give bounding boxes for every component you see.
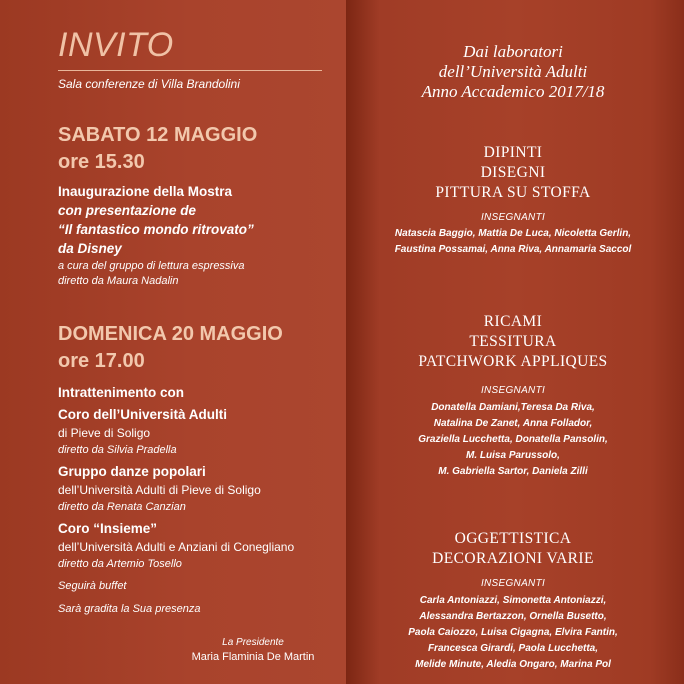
teacher-line: Alessandra Bertazzon, Ornella Busetto, (419, 611, 607, 622)
section1-titles (363, 143, 663, 203)
event1-line2: con presentazione de (58, 203, 197, 218)
teacher-line: Graziella Lucchetta, Donatella Pansolin, (418, 434, 608, 445)
title-divider (58, 70, 322, 71)
section-title-line: TESSITURA (469, 333, 557, 350)
teacher-line: Paola Caiozzo, Luisa Cigagna, Elvira Fantin, (408, 627, 618, 638)
section1-teachers-label: INSEGNANTI (480, 212, 546, 223)
event2-intro: Intrattenimento con (58, 385, 185, 400)
teacher-line: M. Luisa Parussolo, (466, 450, 560, 461)
section-title-line: OGGETTISTICA (454, 530, 572, 547)
event2-date: DOMENICA 20 MAGGIO (58, 323, 283, 345)
group3-name: Coro “Insieme” (58, 521, 158, 536)
section-title-line: DISEGNI (480, 164, 546, 181)
group3-director: diretto da Artemio Tosello (58, 558, 182, 570)
teacher-line: Natalina De Zanet, Anna Follador, (433, 418, 593, 429)
section-title-line: DIPINTI (483, 144, 543, 161)
event1-line3: “Il fantastico mondo ritrovato” (58, 222, 254, 237)
section2-teachers-label: INSEGNANTI (480, 385, 546, 396)
group2-desc: dell’Università Adulti di Pieve di Soligo (58, 483, 261, 497)
event1-note2: diretto da Maura Nadalin (58, 275, 179, 287)
section3-titles (363, 529, 663, 569)
group1-director: diretto da Silvia Pradella (58, 444, 177, 456)
section3-teachers (353, 593, 673, 673)
section2-teachers (353, 400, 673, 480)
event1-line1: Inaugurazione della Mostra (58, 184, 233, 199)
teacher-line: Melide Minute, Aledia Ongaro, Marina Pol (415, 659, 611, 670)
signature-role: La Presidente (222, 637, 284, 648)
event1-note1: a cura del gruppo di lettura espressiva (58, 260, 245, 272)
group2-director: diretto da Renata Canzian (58, 501, 186, 513)
venue-text: Sala conferenze di Villa Brandolini (58, 77, 240, 91)
presence-text: Sarà gradita la Sua presenza (58, 603, 201, 615)
right-title-line: dell’Università Adulti (438, 62, 588, 81)
teacher-line: M. Gabriella Sartor, Daniela Zilli (438, 466, 588, 477)
teacher-line: Carla Antoniazzi, Simonetta Antoniazzi, (419, 595, 607, 606)
section-title-line: PITTURA SU STOFFA (435, 184, 591, 201)
section3-teachers-label: INSEGNANTI (480, 578, 546, 589)
teacher-line: Natascia Baggio, Mattia De Luca, Nicoletta Gerlin, (394, 228, 632, 239)
section-title-line: RICAMI (483, 313, 543, 330)
teacher-line: Faustina Possamai, Anna Riva, Annamaria Saccol (394, 244, 632, 255)
group3-desc: dell’Università Adulti e Anziani di Conegliano (58, 540, 295, 554)
invito-title: INVITO (58, 26, 174, 64)
right-title (383, 42, 643, 102)
group1-name: Coro dell’Università Adulti (58, 407, 228, 422)
section1-teachers (353, 226, 673, 258)
event1-date: SABATO 12 MAGGIO (58, 124, 258, 146)
teacher-line: Francesca Girardi, Paola Lucchetta, (427, 643, 599, 654)
event1-time: ore 15.30 (58, 151, 145, 173)
section2-titles (363, 312, 663, 372)
group2-name: Gruppo danze popolari (58, 464, 206, 479)
right-title-line: Dai laboratori (463, 42, 563, 61)
buffet-text: Seguirà buffet (58, 580, 127, 592)
section-title-line: DECORAZIONI VARIE (432, 550, 594, 567)
group1-desc: di Pieve di Soligo (58, 426, 151, 440)
section-title-line: PATCHWORK APPLIQUES (418, 353, 608, 370)
event2-time: ore 17.00 (58, 350, 145, 372)
right-title-line: Anno Accademico 2017/18 (421, 82, 605, 101)
event1-line4: da Disney (58, 241, 122, 256)
signature-name: Maria Flaminia De Martin (191, 651, 315, 663)
teacher-line: Donatella Damiani,Teresa Da Riva, (431, 402, 595, 413)
